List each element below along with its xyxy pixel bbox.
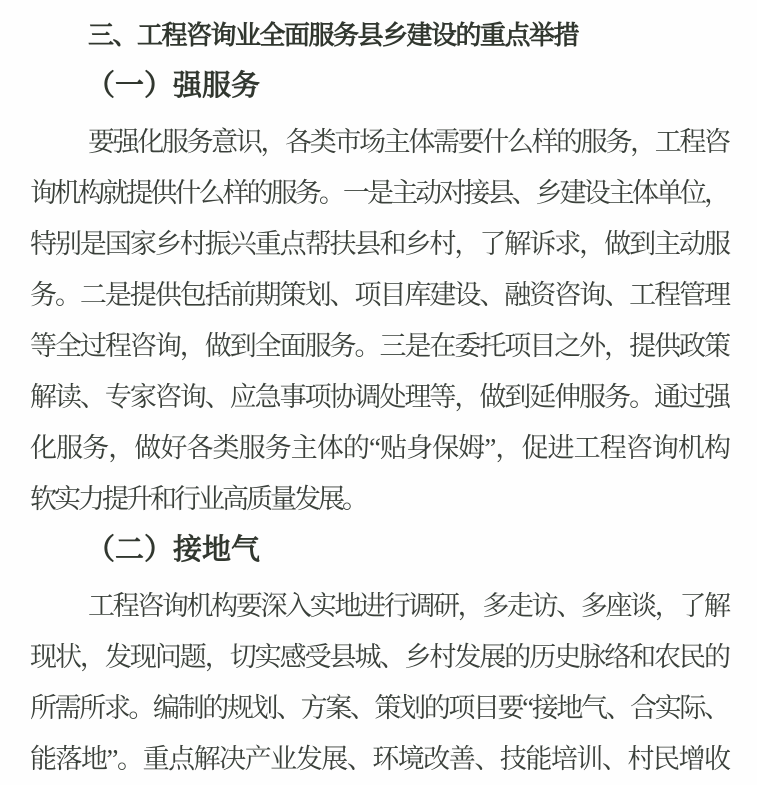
text-line: 询机构就提供什么样的服务。一是主动对接县、乡建设主体单位， <box>30 178 728 208</box>
text-line: 等全过程咨询，做到全面服务。三是在委托项目之外，提供政策 <box>30 331 728 361</box>
text-line: 要强化服务意识，各类市场主体需要什么样的服务，工程咨 <box>88 127 728 157</box>
section-heading-2: （二）接地气 <box>86 534 261 566</box>
text-line: 化服务，做好各类服务主体的“贴身保姆”，促进工程咨询机构 <box>30 433 728 463</box>
text-line: 软实力提升和行业高质量发展。 <box>30 484 366 514</box>
text-line: 现状，发现问题，切实感受县城、乡村发展的历史脉络和农民的 <box>30 642 728 672</box>
text-line: 务。二是提供包括前期策划、项目库建设、融资咨询、工程管理 <box>30 280 728 310</box>
section-heading-1: （一）强服务 <box>86 70 261 102</box>
text-line: 解读、专家咨询、应急事项协调处理等，做到延伸服务。通过强 <box>30 382 728 412</box>
text-line: 能落地”。重点解决产业发展、环境改善、技能培训、村民增收 <box>30 744 728 774</box>
text-line: 所需所求。编制的规划、方案、策划的项目要“接地气、合实际、 <box>30 693 728 723</box>
text-line: 特别是国家乡村振兴重点帮扶县和乡村，了解诉求，做到主动服 <box>30 229 728 259</box>
text-line: 工程咨询机构要深入实地进行调研，多走访、多座谈，了解 <box>88 591 728 621</box>
document-title: 三、工程咨询业全面服务县乡建设的重点举措 <box>88 20 579 50</box>
